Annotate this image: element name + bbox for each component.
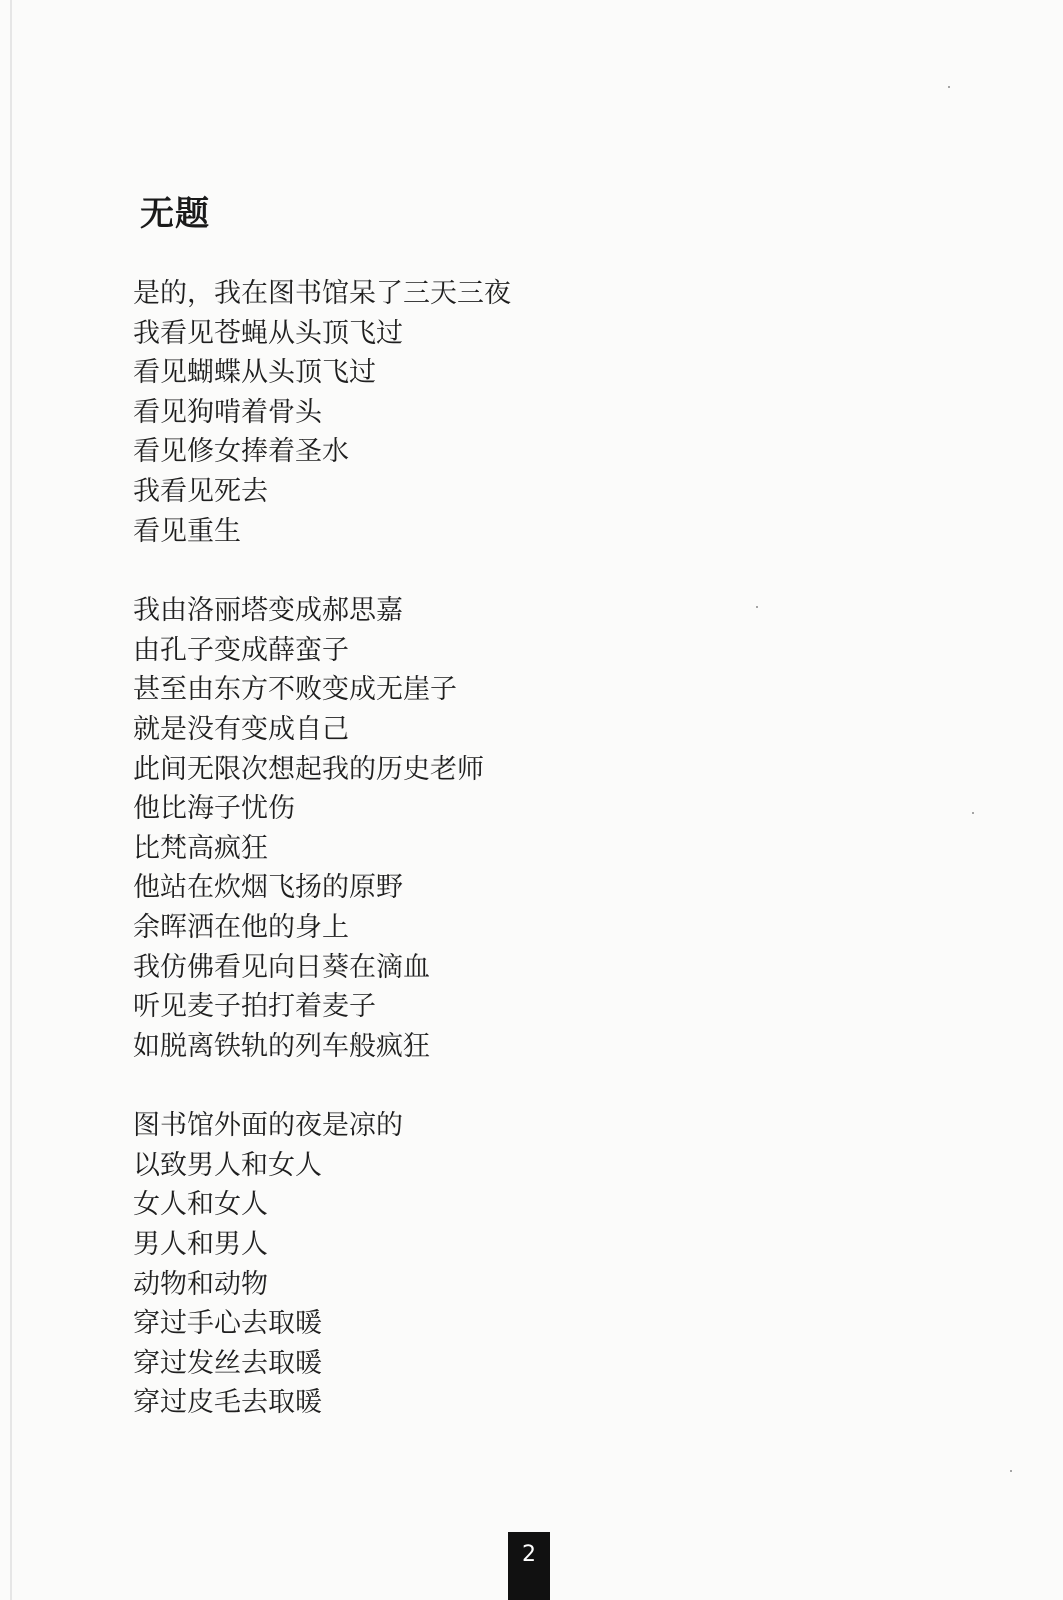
scan-speck <box>1010 1470 1012 1472</box>
poem-line: 我由洛丽塔变成郝思嘉 <box>133 595 403 627</box>
poem-line: 看见蝴蝶从头顶飞过 <box>133 357 376 389</box>
poem-line: 图书馆外面的夜是凉的 <box>133 1110 403 1142</box>
poem-line: 由孔子变成薛蛮子 <box>133 634 349 666</box>
poem-line: 男人和男人 <box>133 1229 268 1261</box>
poem-line: 以致男人和女人 <box>133 1149 322 1181</box>
poem-line: 我仿佛看见向日葵在滴血 <box>133 951 430 983</box>
scan-speck <box>756 606 758 608</box>
poem-line: 穿过手心去取暖 <box>133 1308 322 1340</box>
poem-line: 穿过发丝去取暖 <box>133 1347 322 1379</box>
poem-line: 甚至由东方不败变成无崖子 <box>133 674 457 706</box>
poem-line: 我看见死去 <box>133 475 268 507</box>
stanza-2 <box>133 591 833 1066</box>
stanza-3 <box>133 1106 833 1423</box>
poem-line: 看见重生 <box>133 515 241 547</box>
poem-line: 听见麦子拍打着麦子 <box>133 991 376 1023</box>
stanza-1 <box>133 274 833 551</box>
poem-line: 此间无限次想起我的历史老师 <box>133 753 484 785</box>
scan-speck <box>948 86 950 88</box>
page-number: 2 <box>508 1532 550 1600</box>
poem-line: 就是没有变成自己 <box>133 713 349 745</box>
poem-line: 比梵高疯狂 <box>133 832 268 864</box>
poem-line: 他站在炊烟飞扬的原野 <box>133 872 403 904</box>
poem-line: 余晖洒在他的身上 <box>133 911 349 943</box>
poem-title: 无题 <box>140 194 210 234</box>
poem-line: 女人和女人 <box>133 1189 268 1221</box>
poem-body <box>133 274 833 1463</box>
poem-line: 穿过皮毛去取暖 <box>133 1387 322 1419</box>
poem-line: 我看见苍蝇从头顶飞过 <box>133 317 403 349</box>
poem-line: 如脱离铁轨的列车般疯狂 <box>133 1030 430 1062</box>
poem-line: 是的，我在图书馆呆了三天三夜 <box>133 278 511 309</box>
poem-line: 动物和动物 <box>133 1268 268 1300</box>
poem-line: 看见修女捧着圣水 <box>133 436 349 468</box>
poem-line: 看见狗啃着骨头 <box>133 396 322 428</box>
scan-speck <box>972 812 974 814</box>
poem-line: 他比海子忧伤 <box>133 793 295 825</box>
